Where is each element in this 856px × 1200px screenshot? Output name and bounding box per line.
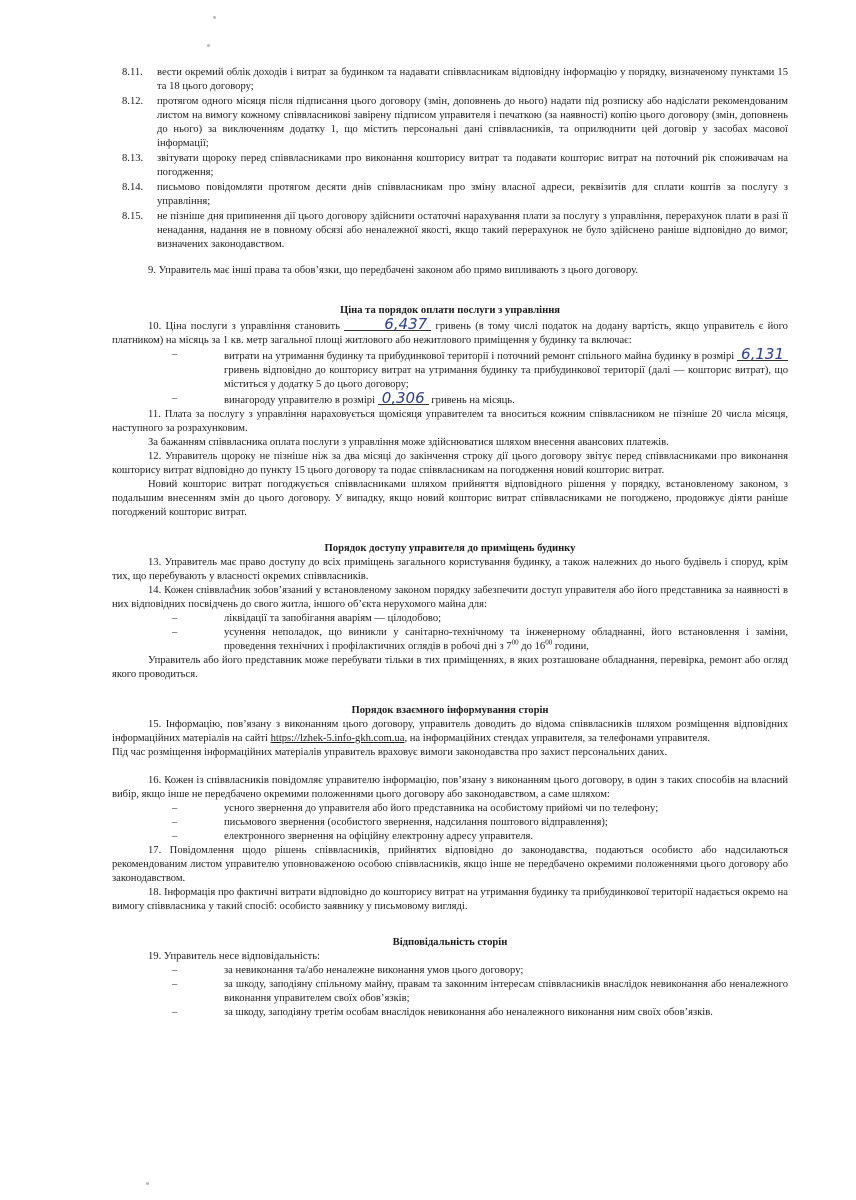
section-title-access: Порядок доступу управителя до приміщень будинку [324, 543, 576, 554]
clause-14: 14. Кожен співвласник зобов’язаний у встановленому законом порядку забезпечити доступ управителя або його представника за наявності в них відповідних посвідчень до свого житла, іншого об’єкта нерухомого майна для: [112, 585, 788, 610]
dash-marker: – [172, 613, 178, 624]
dash-marker: – [172, 393, 178, 404]
access-purpose-accidents [112, 612, 788, 626]
section-title-responsibility: Відповідальність сторін [392, 937, 508, 948]
price-component-remuneration [112, 389, 788, 408]
contract-text [112, 66, 788, 1020]
clause-9: 9. Управитель має інші права та обов’язки, що передбачені законом або прямо випливають з цього договору. [148, 265, 639, 276]
method-electronic [112, 830, 788, 844]
clause-text: письмово повідомляти протягом десяти днів співвласникам про зміну власної адреси, реквізитів для сплати коштів за послугу з управління; [157, 182, 788, 207]
purpose-text: усунення неполадок, що виникли у санітарно-технічному та інженерному обладнанні, його встановлення і заміни, проведення технічних і профілактичних оглядів в робочі дні з 7 [224, 627, 788, 652]
clause-14-premises: Управитель або його представник може перебувати тільки в тих приміщеннях, в яких розташоване обладнання, перевірка, ремонт або огляд якого проводиться. [112, 655, 788, 680]
clause-15-privacy: Під час розміщення інформаційних матеріалів управитель враховує вимоги законодавства про захист персональних даних. [112, 747, 668, 758]
component-text-b: гривень відповідно до кошторису витрат на утримання будинку та прибудинкової території (далі — кошторис витрат), що міститься у додатку 5 до цього договору; [224, 365, 788, 390]
liability-third-parties [112, 1006, 788, 1020]
scan-speck [207, 44, 210, 47]
method-oral [112, 802, 788, 816]
dash-marker: – [172, 817, 178, 828]
component-text-a: винагороду управителю в розмірі [224, 395, 376, 406]
clause-10 [112, 315, 788, 348]
clause-11-advance: За бажанням співвласника оплата послуги з управління може здійснюватися шляхом внесення авансових платежів. [148, 437, 669, 448]
clause-8-14 [112, 181, 788, 209]
liability-nonperformance [112, 964, 788, 978]
method-text: електронного звернення на офіційну електронну адресу управителя. [224, 831, 534, 842]
clause-number: 8.15. [122, 211, 144, 222]
clause-8-13 [112, 152, 788, 180]
clause-text: вести окремий облік доходів і витрат за будинком та надавати співвласникам відповідну інформацію у порядку, визначеному пунктами 15 та 18 цього договору; [157, 67, 788, 92]
clause-10-text-b: гривень (в тому числі податок на додану вартість, якщо управитель є його платником) на місяць за 1 кв. метр загальної площі житлового або нежитлового приміщення у будинку та включає: [112, 321, 788, 346]
dash-marker: – [172, 1007, 178, 1018]
scan-speck [146, 1182, 149, 1185]
clause-8-11 [112, 66, 788, 94]
purpose-text-mid: до 16 [518, 641, 546, 652]
clause-19: 19. Управитель несе відповідальність: [148, 951, 320, 962]
section-title-price: Ціна та порядок оплати послуги з управління [339, 305, 561, 316]
liability-text: за невиконання та/або неналежне виконання умов цього договору; [224, 965, 524, 976]
clause-18: 18. Інформація про фактичні витрати відповідно до кошторису витрат на утримання будинку та прибудинкової території надається окремо на вимогу співвласника у такий спосіб: особисто заявнику у письмовому вигляді. [112, 887, 788, 912]
liability-common-property [112, 978, 788, 1006]
clause-13: 13. Управитель має право доступу до всіх приміщень загального користування будинку, а також належних до нього будівель і споруд, крім тих, що перебувають у власності окремих співвласників. [112, 557, 788, 582]
handwritten-remuneration: 0,306 [378, 392, 429, 405]
component-text-a: витрати на утримання будинку та прибудинкової території і поточний ремонт спільного майна будинку в розмірі [224, 351, 735, 362]
clause-8-15 [112, 210, 788, 252]
dash-marker: – [172, 965, 178, 976]
purpose-text-end: години, [552, 641, 589, 652]
component-text-b: гривень на місяць. [431, 395, 515, 406]
clause-15-text-a: 15. Інформацію, пов’язану з виконанням цього договору, управитель доводить до відома співвласників шляхом розміщення відповідних інформаційних матеріалів на сайті [112, 719, 788, 744]
purpose-text: ліквідації та запобігання аваріям — цілодобово; [224, 613, 442, 624]
clause-17: 17. Повідомлення щодо рішень співвласників, прийнятих відповідно до законодавства, подаються особисто або надсилаються рекомендованим листом управителю уповноваженою особою співвласників, якщо інше не передбачено окремими положеннями цього договору або законодавством. [112, 845, 788, 884]
website-link[interactable]: https://lzhek-5.info-gkh.com.ua [270, 733, 405, 744]
liability-text: за шкоду, заподіяну спільному майну, правам та законним інтересам співвласників внаслідок невиконання або неналежного виконання управителем своїх обов’язків; [224, 979, 788, 1004]
hour-superscript: 00 [545, 638, 553, 647]
liability-text: за шкоду, заподіяну третім особам внаслідок невиконання або неналежного виконання ним своїх обов’язків. [224, 1007, 713, 1018]
price-component-maintenance [112, 345, 788, 392]
clause-number: 8.14. [122, 182, 144, 193]
clause-12: 12. Управитель щороку не пізніше ніж за два місяці до закінчення строку дії цього договору звітує перед співвласниками про виконання кошторису витрат відповідно до пункту 15 цього договору та подає співвласникам на погодження новий кошторис витрат. [112, 451, 788, 476]
dash-marker: – [172, 627, 178, 638]
method-written [112, 816, 788, 830]
clause-15 [112, 718, 788, 746]
dash-marker: – [172, 979, 178, 990]
clause-10-text-a: 10. Ціна послуги з управління становить [148, 321, 340, 332]
method-text: усного звернення до управителя або його представника на особистому прийомі чи по телефону; [224, 803, 659, 814]
clause-text: звітувати щороку перед співвласниками про виконання кошторису витрат та подавати кошторис витрат на поточний рік споживачам на погодження; [157, 153, 788, 178]
scan-speck [213, 16, 216, 19]
clause-text: протягом одного місяця після підписання цього договору (змін, доповнень до нього) надати під розписку або надіслати рекомендованим листом на вимогу кожному співвласникові завірену підписом управителя і печаткою (за наявності) копію цього договору (змін, доповнень до нього) за виключенням додатку 1, що містить персональні дані співвласників, та оприлюднити цей договір у засобах масової інформації; [157, 96, 788, 149]
dash-marker: – [172, 349, 178, 360]
dash-marker: – [172, 803, 178, 814]
clause-text: не пізніше дня припинення дії цього договору здійснити остаточні нарахування плати за послугу з управління, перерахунок плати в разі її ненадання, надання не в повному обсязі або неналежної якості, якщо такий перерахунок не було здійснено раніше відповідно до вимог, визначених законодавством. [157, 211, 788, 250]
clause-number: 8.13. [122, 153, 144, 164]
section-title-information: Порядок взаємного інформування сторін [351, 705, 549, 716]
clause-12-new-estimate: Новий кошторис витрат погоджується співвласниками шляхом прийняття відповідного рішення у порядку, встановленому законом, з подальшим внесенням змін до цього договору. У випадку, якщо новий кошторис витрат співвласниками не погоджено, продовжує діяти раніше погоджений кошторис витрат. [112, 479, 788, 518]
clause-number: 8.11. [122, 67, 143, 78]
access-purpose-repairs [112, 626, 788, 654]
method-text: письмового звернення (особистого звернення, надсилання поштового відправлення); [224, 817, 608, 828]
clause-15-text-b: , на інформаційних стендах управителя, за телефонами управителя. [404, 733, 711, 744]
clause-8-12 [112, 95, 788, 151]
clause-number: 8.12. [122, 96, 144, 107]
hour-superscript: 00 [511, 638, 519, 647]
handwritten-maintenance-cost: 6,131 [737, 348, 788, 361]
clause-16: 16. Кожен із співвласників повідомляє управителю інформацію, пов’язану з виконанням цього договору, в один з таких способів на власний вибір, якщо інше не передбачено окремими положеннями цього договору або законодавством, а саме шляхом: [112, 775, 788, 800]
dash-marker: – [172, 831, 178, 842]
clause-11: 11. Плата за послугу з управління нараховується щомісяця управителем та вноситься кожним співвласником не пізніше 20 числа місяця, наступного за розрахунковим. [112, 409, 788, 434]
handwritten-price: 6,437 [344, 318, 431, 331]
